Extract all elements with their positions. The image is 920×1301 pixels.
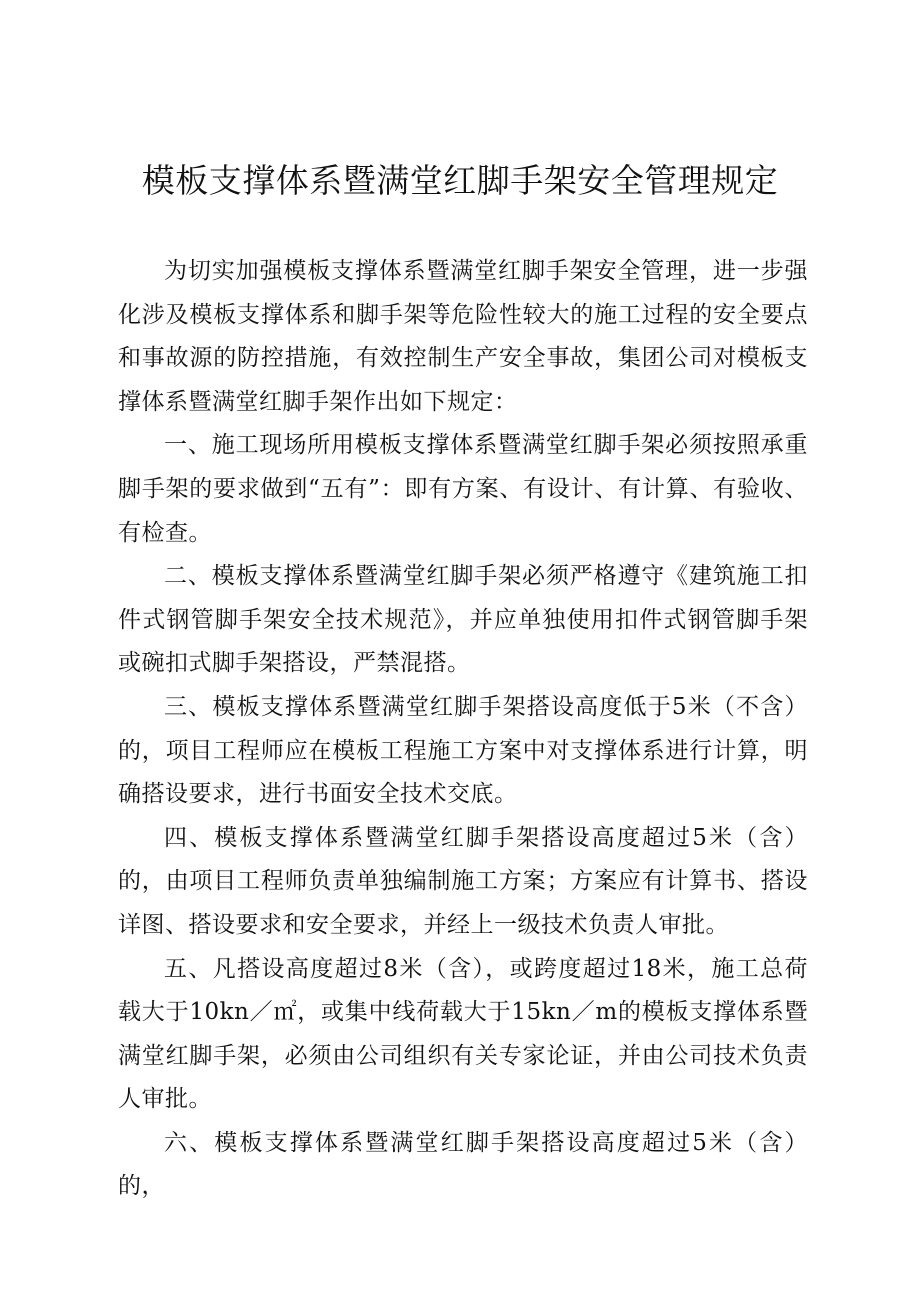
document-body (118, 250, 808, 1209)
intro-paragraph: 为切实加强模板支撑体系暨满堂红脚手架安全管理，进一步强化涉及模板支撑体系和脚手架等危险性较大的施工过程的安全要点和事故源的防控措施，有效控制生产安全事故，集团公司对模板支撑体系暨满堂红脚手架作出如下规定： (118, 258, 808, 415)
document-title: 模板支撑体系暨满堂红脚手架安全管理规定 (141, 161, 779, 200)
clause-6-paragraph: 六、模板支撑体系暨满堂红脚手架搭设高度超过5米（含）的， (118, 1129, 808, 1200)
clause-2-paragraph: 二、模板支撑体系暨满堂红脚手架必须严格遵守《建筑施工扣件式钢管脚手架安全技术规范》，并应单独使用扣件式钢管脚手架或碗扣式脚手架搭设，严禁混搭。 (118, 563, 808, 677)
clause-4-paragraph: 四、模板支撑体系暨满堂红脚手架搭设高度超过5米（含）的，由项目工程师负责单独编制施工方案；方案应有计算书、搭设详图、搭设要求和安全要求，并经上一级技术负责人审批。 (118, 824, 808, 938)
clause-5-paragraph: 五、凡搭设高度超过8米（含），或跨度超过18米，施工总荷载大于10kn／㎡，或集中线荷载大于15kn／m的模板支撑体系暨满堂红脚手架，必须由公司组织有关专家论证，并由公司技术负责人审批。 (118, 955, 808, 1113)
clause-1-paragraph: 一、施工现场所用模板支撑体系暨满堂红脚手架必须按照承重脚手架的要求做到“五有”：即有方案、有设计、有计算、有验收、有检查。 (118, 432, 808, 546)
clause-3-paragraph: 三、模板支撑体系暨满堂红脚手架搭设高度低于5米（不含）的，项目工程师应在模板工程施工方案中对支撑体系进行计算，明确搭设要求，进行书面安全技术交底。 (118, 693, 808, 808)
